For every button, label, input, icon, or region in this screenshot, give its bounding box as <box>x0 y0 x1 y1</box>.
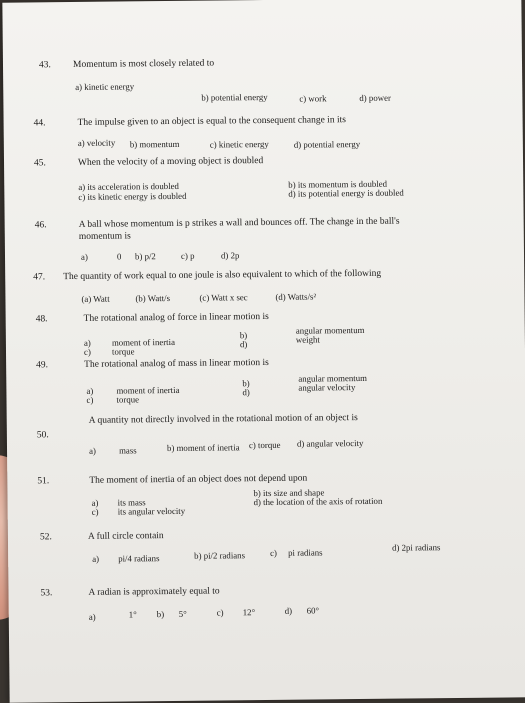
option-a-text: pi/4 radians <box>118 553 160 564</box>
option-c: c) its kinetic energy is doubled <box>78 190 187 202</box>
option-d: d) 2p <box>220 250 240 261</box>
option-b-text: angular momentum <box>295 324 365 336</box>
question-stem: A full circle contain <box>87 531 164 542</box>
option-b: (b) Watt/s <box>135 292 171 304</box>
option-a: a) <box>80 251 88 262</box>
option-c-label: c) <box>270 547 278 558</box>
option-a-text: mass <box>118 445 137 456</box>
option-c-label: c) <box>216 607 224 618</box>
question-number: 44. <box>33 118 46 129</box>
option-a-label: a) <box>92 553 100 564</box>
question-43 <box>3 55 522 104</box>
option-b-label: b) <box>156 609 165 620</box>
option-d: d) its potential energy is doubled <box>288 187 404 199</box>
option-b: b) p/2 <box>134 251 156 262</box>
option-c-text: pi radians <box>288 547 323 558</box>
option-d: d) potential energy <box>293 138 361 150</box>
question-number: 51. <box>37 476 50 487</box>
question-number: 53. <box>40 588 53 599</box>
option-c-label: c) <box>91 506 99 517</box>
option-d: (d) Watts/s² <box>275 291 317 302</box>
question-stem: The moment of inertia of an object does not depend upon <box>89 473 308 486</box>
option-c-label: c) <box>83 346 91 357</box>
question-stem: Momentum is most closely related to <box>72 58 215 70</box>
option-b-text: 5° <box>178 608 187 619</box>
question-number: 50. <box>36 430 49 441</box>
question-stem: A ball whose momentum is p strikes a wall and bounces off. The change in the ball's momentum is <box>78 216 400 242</box>
option-b: b) pi/2 radians <box>194 550 246 561</box>
option-c-label: c) <box>86 394 94 405</box>
option-a: a) kinetic energy <box>75 81 135 92</box>
option-c-text: its angular velocity <box>117 505 186 517</box>
option-a: a) velocity <box>77 137 116 148</box>
option-c: (c) Watt x sec <box>199 292 248 303</box>
option-d: d) angular velocity <box>296 437 364 449</box>
question-number: 47. <box>33 272 46 283</box>
option-d-text: 60° <box>306 605 320 616</box>
option-d: d) the location of the axis of rotation <box>253 495 383 508</box>
question-stem: When the velocity of a moving object is doubled <box>77 156 264 168</box>
question-52 <box>8 527 525 564</box>
option-b: b) its size and shape <box>253 487 325 499</box>
option-b-label: b) <box>242 378 250 389</box>
question-48 <box>6 309 525 357</box>
option-d: d) power <box>359 92 391 104</box>
question-51 <box>7 471 525 517</box>
question-53 <box>8 583 525 622</box>
question-stem: The impulse given to an object is equal to the consequent change in its <box>77 115 346 128</box>
worksheet-page <box>2 0 525 703</box>
option-b: b) moment of inertia <box>166 442 240 454</box>
question-number: 52. <box>39 532 52 543</box>
option-c-text: torque <box>116 394 140 405</box>
option-a-label: a) <box>83 337 91 348</box>
option-d-label: d) <box>239 339 248 350</box>
option-b: b) momentum <box>129 138 180 150</box>
option-a-label: a) <box>88 611 96 622</box>
option-a-text: 1° <box>128 609 137 620</box>
option-d-text: weight <box>295 334 320 345</box>
option-a-text: moment of inertia <box>111 336 175 348</box>
question-50 <box>7 411 525 456</box>
question-47 <box>5 267 524 304</box>
question-number: 46. <box>34 220 47 231</box>
question-46 <box>5 215 524 262</box>
question-number: 43. <box>38 60 51 71</box>
option-d: d) 2pi radians <box>392 542 441 553</box>
option-c: c) work <box>299 93 327 104</box>
option-b: b) its momentum is doubled <box>288 178 388 190</box>
option-c: c) kinetic energy <box>209 138 269 150</box>
option-d-label: d) <box>242 387 250 398</box>
question-45 <box>4 153 523 202</box>
option-a-text: moment of inertia <box>116 384 180 396</box>
question-stem: The quantity of work equal to one joule is also equivalent to which of the following <box>63 268 382 283</box>
option-c: c) p <box>180 250 195 261</box>
option-a-value: 0 <box>116 251 122 262</box>
option-a: a) its acceleration is doubled <box>78 180 179 192</box>
question-number: 48. <box>35 314 48 325</box>
question-stem: The rotational analog of mass in linear motion is <box>84 357 269 370</box>
option-b-text: angular momentum <box>298 372 368 384</box>
option-b-label: b) <box>239 330 248 341</box>
question-number: 45. <box>33 158 46 169</box>
question-stem: A quantity not directly involved in the rotational motion of an object is <box>88 413 358 426</box>
option-a: (a) Watt <box>81 293 110 304</box>
option-a-text: its mass <box>117 497 146 508</box>
question-stem: The rotational analog of force in linear motion is <box>83 311 269 324</box>
option-b: b) potential energy <box>201 91 268 103</box>
option-c: c) torque <box>248 439 281 451</box>
option-d-text: angular velocity <box>298 382 356 393</box>
option-d-label: d) <box>284 605 293 616</box>
option-a-label: a) <box>88 445 96 456</box>
question-44 <box>4 113 523 150</box>
question-number: 49. <box>36 360 49 371</box>
question-stem: A radian is approximately equal to <box>88 586 220 598</box>
option-c-text: torque <box>111 346 135 357</box>
option-c-text: 12° <box>242 607 256 618</box>
option-a-label: a) <box>91 497 99 508</box>
option-a-label: a) <box>86 385 94 396</box>
